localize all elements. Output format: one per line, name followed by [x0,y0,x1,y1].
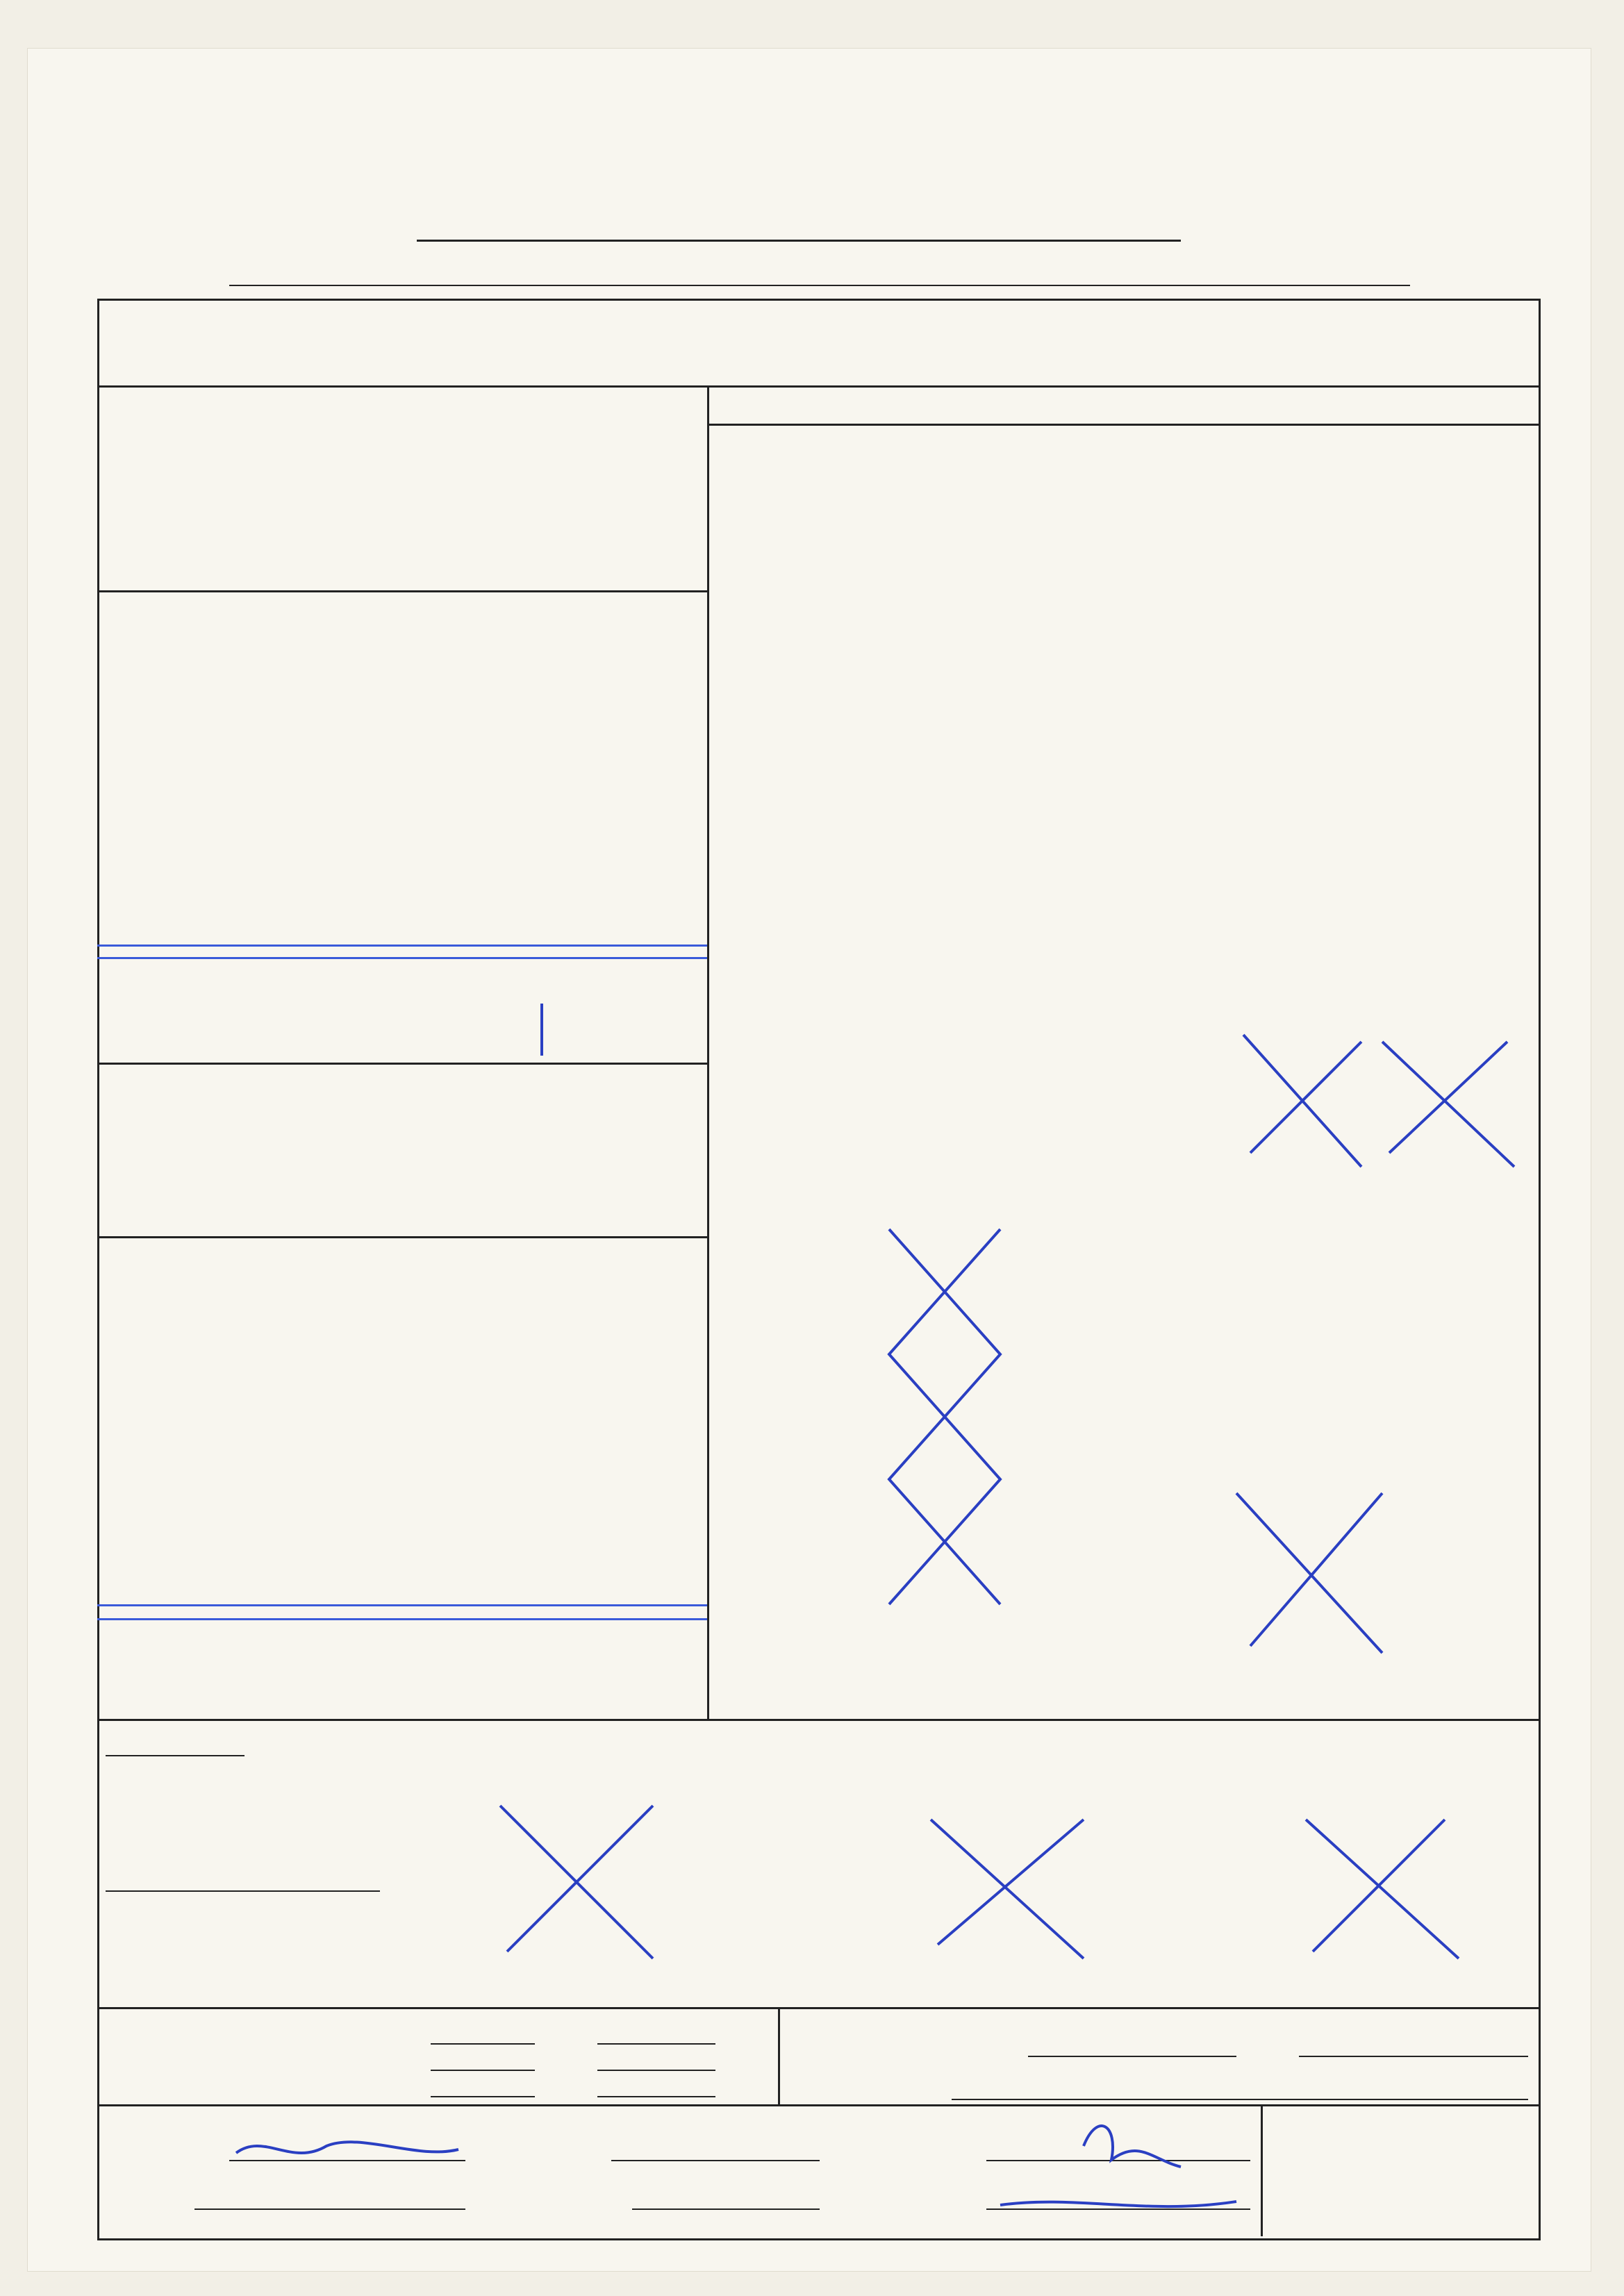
results-top-rule [97,2007,1539,2009]
protests-underline [106,1755,245,1756]
results-divider [778,2007,780,2104]
remarks-underline [106,1890,380,1892]
protests-top-rule [97,1719,1539,1721]
h2-a-line [431,2070,535,2071]
timer30-line [632,2208,820,2210]
ot-b-line [597,2096,715,2097]
h2-b-line [597,2070,715,2071]
footer-ref-a-line [986,2160,1250,2161]
h1-a-line [431,2043,535,2045]
scorer-line [194,2208,465,2210]
h1-b-line [597,2043,715,2045]
timer-line [611,2160,820,2161]
final-a-line [1028,2056,1236,2057]
captain-divider [1261,2104,1263,2236]
footer-top-rule [97,2104,1539,2106]
footer-ref-b-line [986,2208,1250,2210]
ot-a-line [431,2096,535,2097]
final-b-line [1299,2056,1528,2057]
winner-line [952,2099,1528,2100]
rep-line [229,2160,465,2161]
